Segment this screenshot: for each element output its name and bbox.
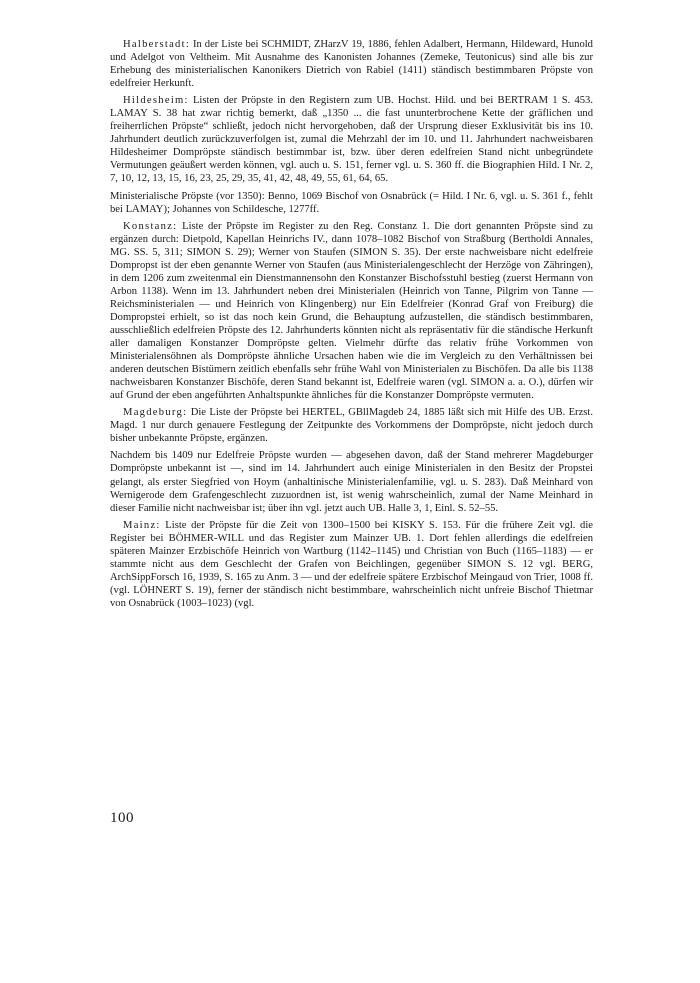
- paragraph-magdeburg-continued: [110, 449, 593, 514]
- paragraph-magdeburg: [110, 406, 593, 445]
- paragraph-text: Die Liste der Pröpste bei HERTEL, GBllMagdeb 24, 1885 läßt sich mit Hilfe des UB. Erzst. Magd. 1 nur durch genauere Festlegung der Zeitpunkte des Vorkommens der Dompröpste, nicht jedoch durch bisher unbekannte Pröpste, ergänzen.: [110, 407, 593, 445]
- paragraph-halberstadt: [110, 38, 593, 90]
- place-heading: Hildesheim:: [123, 95, 189, 107]
- paragraph-text: Ministerialische Pröpste (vor 1350): Benno, 1069 Bischof von Osnabrück (= Hild. I Nr. 6, vgl. u. S. 361 f., fehlt bei LAMAY); Johannes von Schildesche, 1277ff.: [110, 190, 593, 215]
- paragraph-text: Listen der Pröpste in den Registern zum UB. Hochst. Hild. und bei BERTRAM 1 S. 453. LAMAY S. 38 hat zwar richtig bemerkt, daß „1350 ... die fast ununterbrochene Kette der gräflichen und freiherrlichen Pröpste“ schließt, jedoch nicht hervorgehoben, daß der Ursprung dieser Exklusivität bis ins 10. Jahrhundert deutlich zurückzuverfolgen ist, zumal die Mehrzahl der im 10. und 11. Jahrhundert nachweisbaren Hildesheimer Dompröpste ständisch bestimmbar ist, bzw. über deren edelfreien Stand nicht unbegründete Vermutungen geäußert werden können, vgl. auch u. S. 151, ferner vgl. u. S. 360 ff. die Biographien Hild. I Nr. 2, 7, 10, 12, 13, 15, 16, 23, 25, 29, 35, 41, 42, 48, 49, 55, 61, 64, 65.: [110, 95, 593, 185]
- page-body: [110, 38, 593, 614]
- paragraph-mainz: [110, 519, 593, 610]
- place-heading: Konstanz:: [123, 220, 178, 232]
- paragraph-text: Liste der Pröpste für die Zeit von 1300–1500 bei KISKY S. 153. Für die frühere Zeit vgl. die Register bei BÖHMER-WILL und das Register zum Mainzer UB. 1. Dort fehlen allerdings die edelfreien späteren Mainzer Erzbischöfe Heinrich von Wartburg (1142–1145) und Christian von Buch (1165–1183) — er stammte nicht aus dem Geschlecht der Grafen von Beichlingen, gegenüber SIMON S. 12 vgl. BERG, ArchSippForsch 16, 1939, S. 165 zu Anm. 3 — und der edelfreie spätere Erzbischof Meingaud von Trier, 1008 ff. (vgl. LÖHNERT S. 19), ferner der ständisch nicht bestimmbare, wahrscheinlich nicht unfreie Bischof Thietmar von Osnabrück (1003–1023) (vgl.: [110, 519, 593, 609]
- paragraph-text: In der Liste bei SCHMIDT, ZHarzV 19, 1886, fehlen Adalbert, Hermann, Hildeward, Hunold und Adelgot von Veltheim. Mit Ausnahme des Kanonisten Johannes (Zemeke, Teutonicus) sind alle bis zur Erhebung des ministerialischen Kanonikers Dietrich von Rabiel (1411) ständisch bestimmbaren Pröpste von edelfreier Herkunft.: [110, 39, 593, 90]
- paragraph-text: Nachdem bis 1409 nur Edelfreie Pröpste wurden — abgesehen davon, daß der Stand mehrerer Magdeburger Dompröpste unbekannt ist —, sind im 14. Jahrhundert auch einige Ministerialen in den Besitz der Propstei gelangt, als erster Siegfried von Hoym (anhaltinische Ministerialenfamilie, vgl. u. S. 283). Daß Meinhard von Wernigerode dem Grafengeschlecht zuzuordnen ist, ist wenig wahrscheinlich, zumal der Name Meinhard in dieser Familie nicht nachweisbar ist; über ihn vgl. jetzt auch UB. Halle 3, 1, Einl. S. 52–55.: [110, 450, 593, 514]
- paragraph-hildesheim-ministerial: [110, 190, 593, 216]
- paragraph-konstanz: [110, 220, 593, 403]
- paragraph-hildesheim: [110, 94, 593, 185]
- place-heading: Magdeburg:: [123, 407, 188, 419]
- page-number: 100: [110, 810, 134, 826]
- place-heading: Mainz:: [123, 519, 161, 531]
- paragraph-text: Liste der Pröpste im Register zu den Reg. Constanz 1. Die dort genannten Pröpste sind zu ergänzen durch: Dietpold, Kapellan Heinrichs IV., dann 1078–1082 Bischof von Straßburg (Bertholdi Annales, MG. SS. 5, 311; SIMON S. 29); Werner von Staufen (SIMON S. 35). Der erste nachweisbare nicht edelfreie Dompropst ist der eben genannte Werner von Staufen (aus Ministerialengeschlecht der Herzöge von Zähringen), in dem 1206 zum zweitenmal ein Dienstmannensohn den Konstanzer Bischofsstuhl bestieg (zuerst Hermann von Arbon 1138). Wenn im 13. Jahrhundert neben drei Ministerialen (Heinrich von Tanne, Pilgrim von Tanne — Reichsministerialen — und Heinrich von Klingenberg) nur Ein Edelfreier (Konrad Graf von Freiburg) die Dompropstei erhielt, so ist das noch kein Grund, die Behauptung aufzustellen, die ständisch bestimmbaren, ausschließlich edelfreien Pröpste des 12. Jahrhunderts könnten nicht als repräsentativ für die ständische Herkunft aller damaligen Konstanzer Dompröpste gelten. Vielmehr dürfte das relativ frühe Vorkommen von Ministerialensöhnen als Dompröpste ähnliche Ursachen haben wie die im Vergleich zu den Verhältnissen bei anderen deutschen Bistümern zeitlich ebenfalls sehr frühe Wahl von Ministerialen zu Bischöfen. Da alle bis 1138 nachweisbaren Konstanzer Bischöfe, deren Stand bekannt ist, Edelfreie waren (vgl. SIMON a. a. O.), dürfen wir auf Grund der eben angeführten Anhaltspunkte ähnliches für die Konstanzer Dompröpste vermuten.: [110, 220, 593, 402]
- place-heading: Halberstadt:: [123, 39, 191, 50]
